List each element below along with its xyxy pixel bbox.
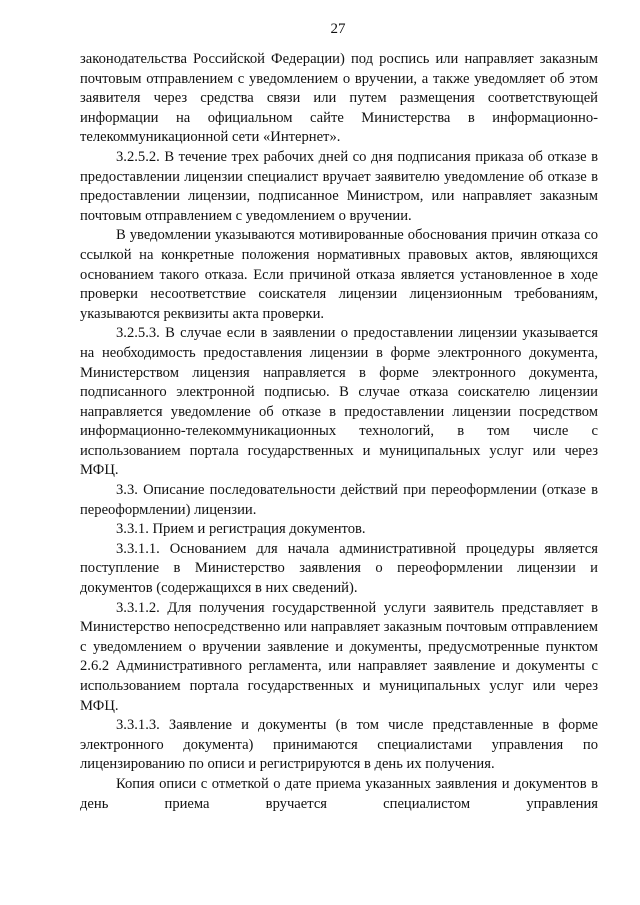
paragraph-6: 3.3.1. Прием и регистрация документов. — [116, 521, 366, 538]
paragraph-1: законодательства Российской Федерации) под роспись или направляет заказным почтовым отправлением с уведомлением о вручении, а также уведомляет об этом заявителя через средства связи или путем размещения соответствующей информации на официальном сайте Министерства в информационно-телекоммуникационной сети «Интернет». — [80, 51, 598, 146]
paragraph-5: 3.3. Описание последовательности действий при переоформлении (отказе в переоформлении) лицензии. — [80, 482, 598, 518]
paragraph-7: 3.3.1.1. Основанием для начала административной процедуры является поступление в Министерство заявления о переоформлении лицензии и документов (содержащихся в них сведений). — [80, 540, 598, 597]
paragraph-9: 3.3.1.3. Заявление и документы (в том числе представленные в форме электронного документа) принимаются специалистами управления по лицензированию по описи и регистрируются в день их получения. — [80, 717, 598, 773]
paragraph-10: Копия описи с отметкой о дате приема указанных заявления и документов в день приема вручается специалистом управления — [80, 775, 598, 812]
paragraph-8: 3.3.1.2. Для получения государственной услуги заявитель представляет в Министерство непосредственно или направляет заказным почтовым отправлением с уведомлением о вручении заявление и документы, предусмотренные пунктом 2.6.2 Административного регламента, или направляет заявление и документы с использованием портала государственных и муниципальных услуг или через МФЦ. — [80, 599, 598, 714]
paragraph-2: 3.2.5.2. В течение трех рабочих дней со дня подписания приказа об отказе в предоставлении лицензии специалист вручает заявителю уведомление об отказе в предоставлении лицензии, подписанное Министром, или направляет заказным почтовым отправлением с уведомлением о вручении. — [80, 148, 598, 224]
paragraph-3: В уведомлении указываются мотивированные обоснования причин отказа со ссылкой на конкретные положения нормативных правовых актов, являющихся основанием такого отказа. Если причиной отказа является установленное в ходе проверки несоответствие соискателя лицензии лицензионным требованиям, указываются реквизиты акта проверки. — [80, 227, 598, 322]
page-number: 27 — [330, 21, 346, 37]
paragraph-4: 3.2.5.3. В случае если в заявлении о предоставлении лицензии указывается на необходимость предоставления лицензии в форме электронного документа, Министерством лицензия направляется в форме электронного документа, подписанного электронной подписью. В случае отказа соискателю лицензии направляется уведомление об отказе в предоставлении лицензии посредством информационно-телекоммуникационных технологий, в том числе с использованием портала государственных и муниципальных услуг или через МФЦ. — [80, 325, 598, 479]
